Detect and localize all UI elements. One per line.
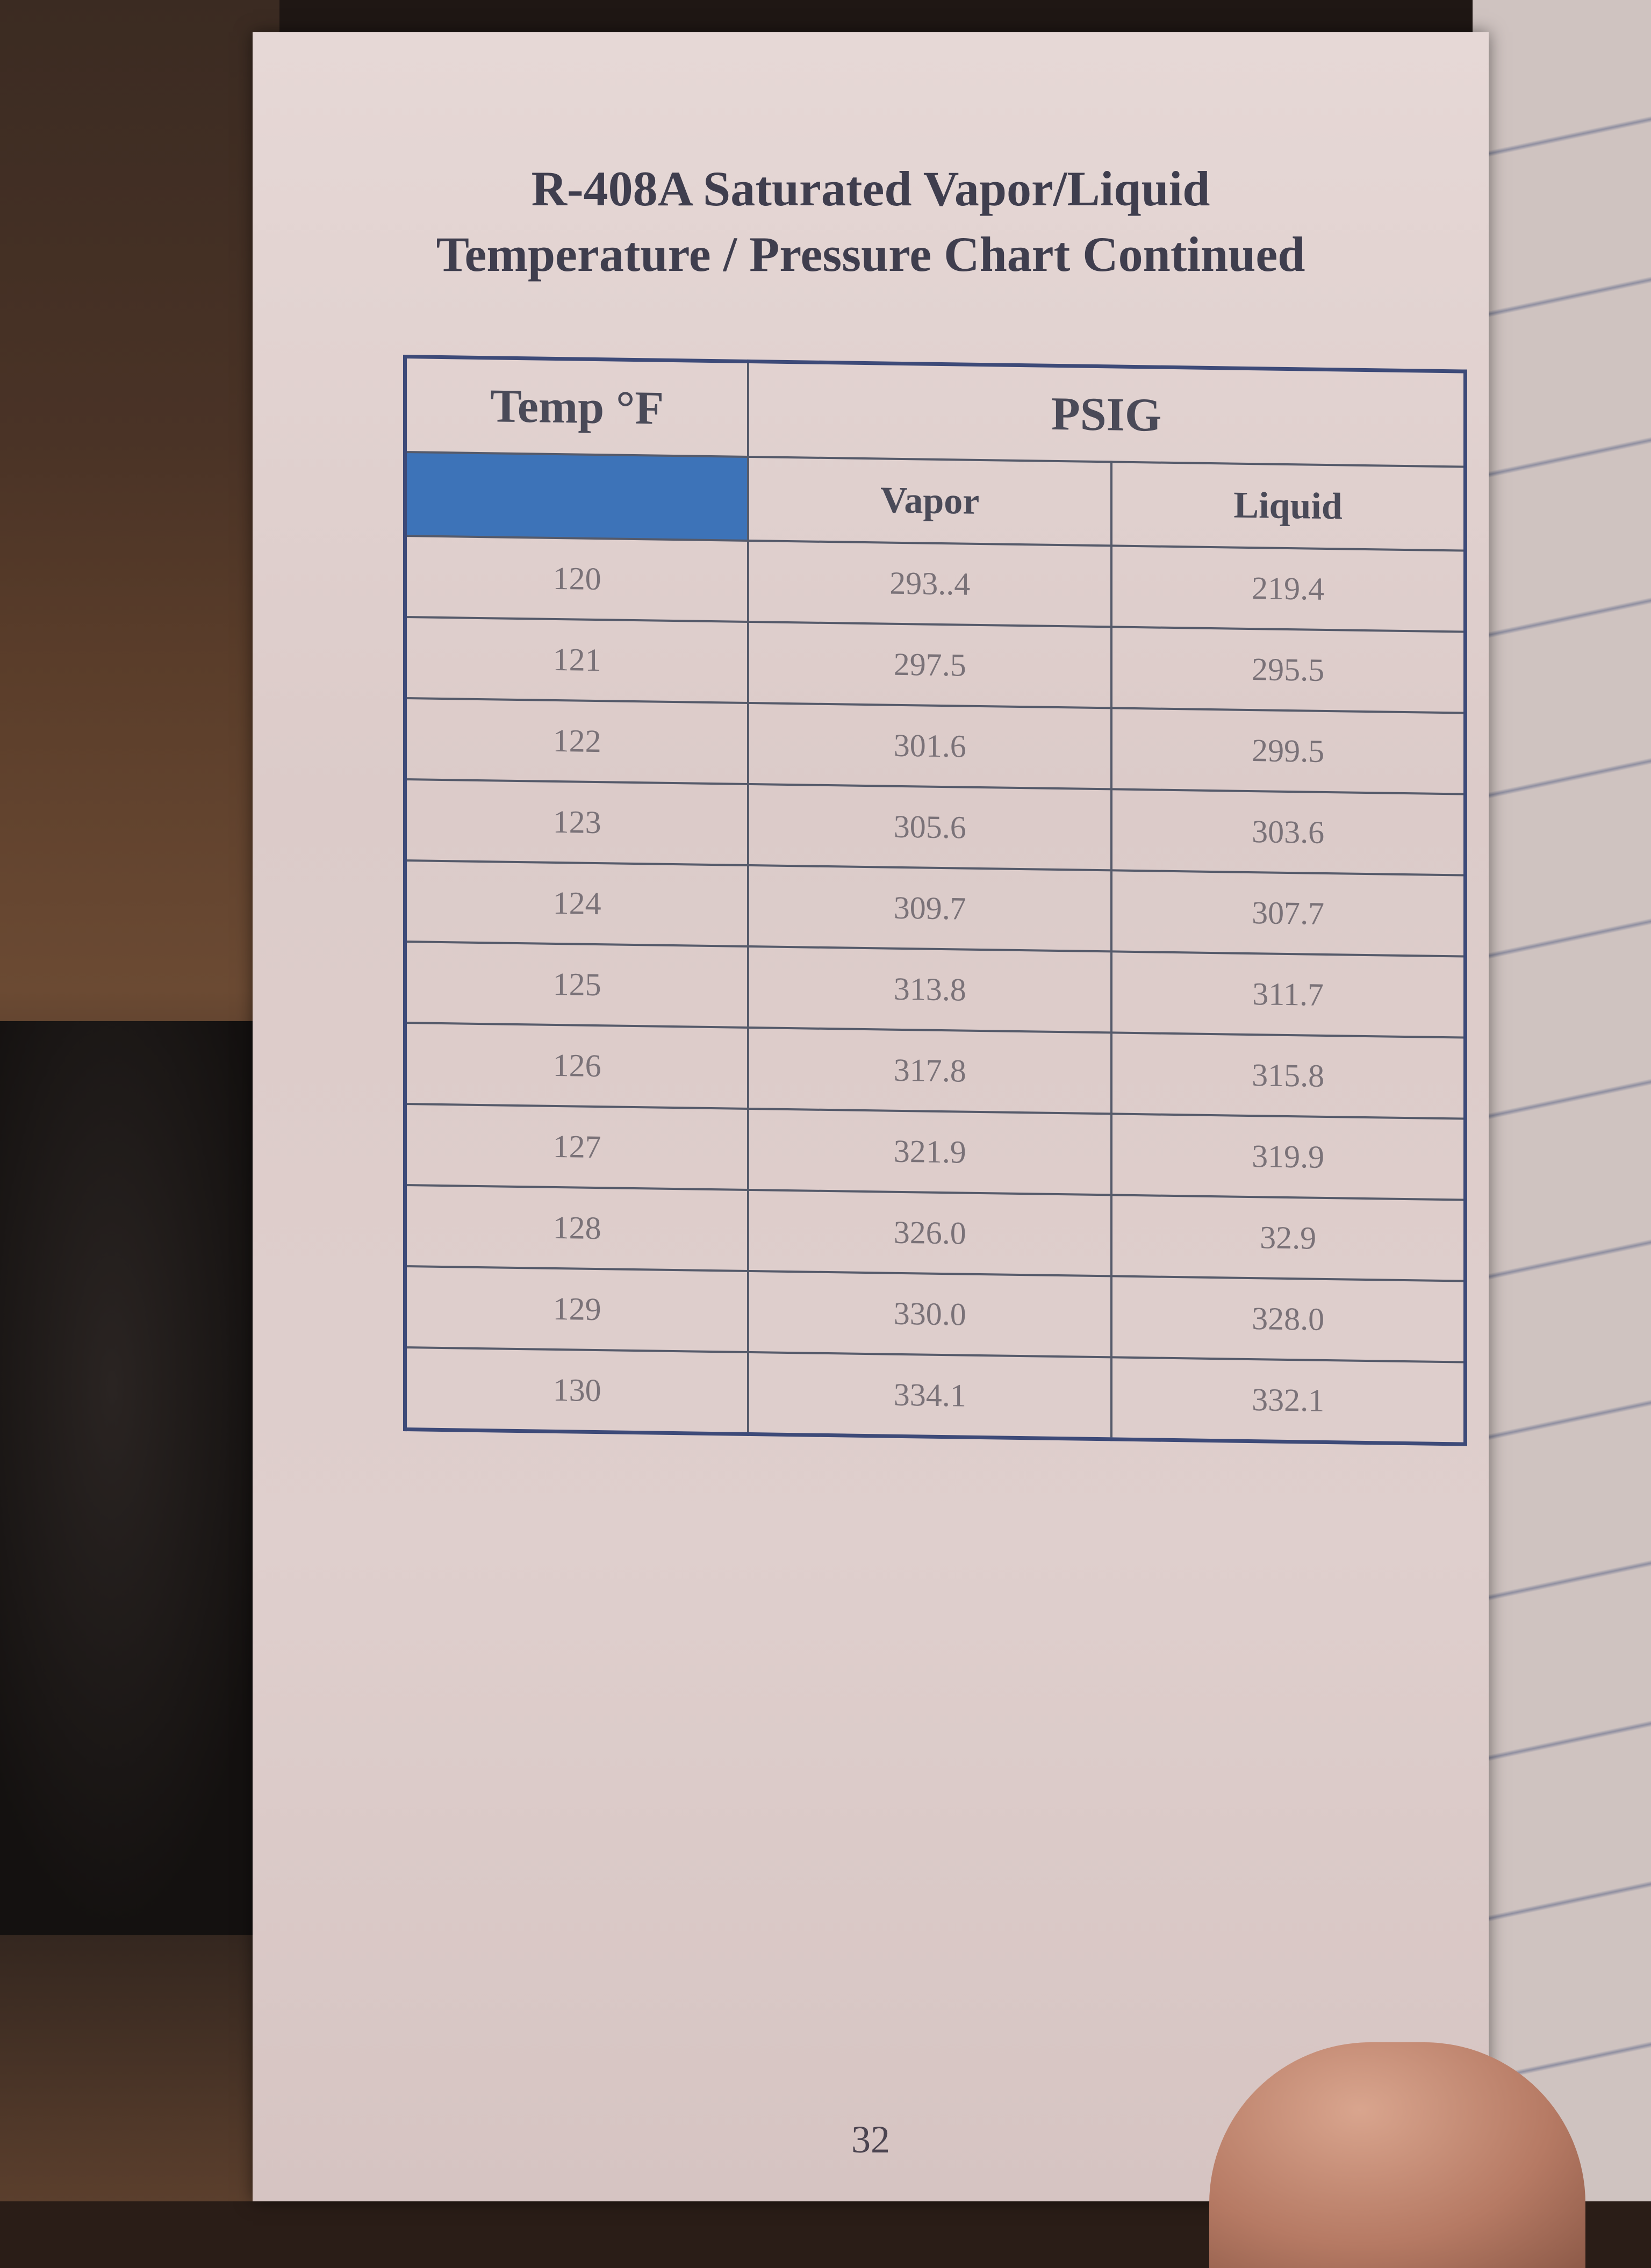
- table-row: [405, 1185, 1466, 1281]
- table-row: [405, 617, 1466, 713]
- table-body: [405, 536, 1466, 1444]
- liquid-cell: 303.6: [1111, 789, 1465, 875]
- vapor-cell: 313.8: [748, 946, 1111, 1032]
- temp-cell: 121: [405, 617, 749, 703]
- vapor-cell: 301.6: [748, 703, 1111, 789]
- title-line-2: Temperature / Pressure Chart Continued: [436, 227, 1305, 282]
- temp-cell: 130: [405, 1347, 749, 1434]
- vapor-cell: 326.0: [748, 1190, 1111, 1276]
- table-row: [405, 779, 1466, 875]
- background-cloth: [0, 1021, 279, 1935]
- temp-cell: 126: [405, 1023, 749, 1109]
- liquid-cell: 307.7: [1111, 870, 1465, 956]
- liquid-cell: 328.0: [1111, 1276, 1465, 1362]
- page-title: [253, 156, 1489, 287]
- booklet-page: [253, 32, 1489, 2201]
- header-accent-cell: [405, 452, 749, 541]
- temp-cell: 123: [405, 779, 749, 865]
- vapor-cell: 305.6: [748, 784, 1111, 870]
- liquid-cell: 219.4: [1111, 546, 1465, 631]
- title-line-1: R-408A Saturated Vapor/Liquid: [531, 161, 1210, 216]
- liquid-cell: 299.5: [1111, 708, 1465, 794]
- temp-cell: 125: [405, 942, 749, 1028]
- vapor-cell: 317.8: [748, 1028, 1111, 1114]
- liquid-cell: 295.5: [1111, 627, 1465, 713]
- facing-page-edge: [1473, 0, 1651, 2201]
- temp-cell: 122: [405, 698, 749, 784]
- vapor-cell: 293..4: [748, 541, 1111, 627]
- temp-cell: 128: [405, 1185, 749, 1271]
- liquid-cell: 311.7: [1111, 951, 1465, 1037]
- temp-cell: 120: [405, 536, 749, 622]
- pressure-temperature-table: [403, 355, 1467, 1446]
- table-row: [405, 1266, 1466, 1362]
- liquid-cell: 315.8: [1111, 1032, 1465, 1118]
- vapor-cell: 334.1: [748, 1352, 1111, 1439]
- table-row: [405, 1347, 1466, 1444]
- table-row: [405, 536, 1466, 632]
- table-row: [405, 860, 1466, 957]
- table-row: [405, 1104, 1466, 1200]
- header-vapor: Vapor: [748, 457, 1111, 546]
- header-liquid: Liquid: [1111, 462, 1465, 550]
- temp-cell: 124: [405, 860, 749, 946]
- table-row: [405, 942, 1466, 1038]
- temp-cell: 127: [405, 1104, 749, 1190]
- liquid-cell: 32.9: [1111, 1195, 1465, 1281]
- liquid-cell: 332.1: [1111, 1357, 1465, 1444]
- vapor-cell: 321.9: [748, 1109, 1111, 1195]
- vapor-cell: 297.5: [748, 622, 1111, 708]
- header-psig: PSIG: [748, 361, 1465, 466]
- vapor-cell: 309.7: [748, 865, 1111, 951]
- vapor-cell: 330.0: [748, 1271, 1111, 1357]
- header-temp: Temp °F: [405, 357, 749, 457]
- temp-cell: 129: [405, 1266, 749, 1352]
- table-row: [405, 1023, 1466, 1119]
- table-row: [405, 698, 1466, 794]
- page-number: 32: [851, 2118, 890, 2161]
- liquid-cell: 319.9: [1111, 1114, 1465, 1200]
